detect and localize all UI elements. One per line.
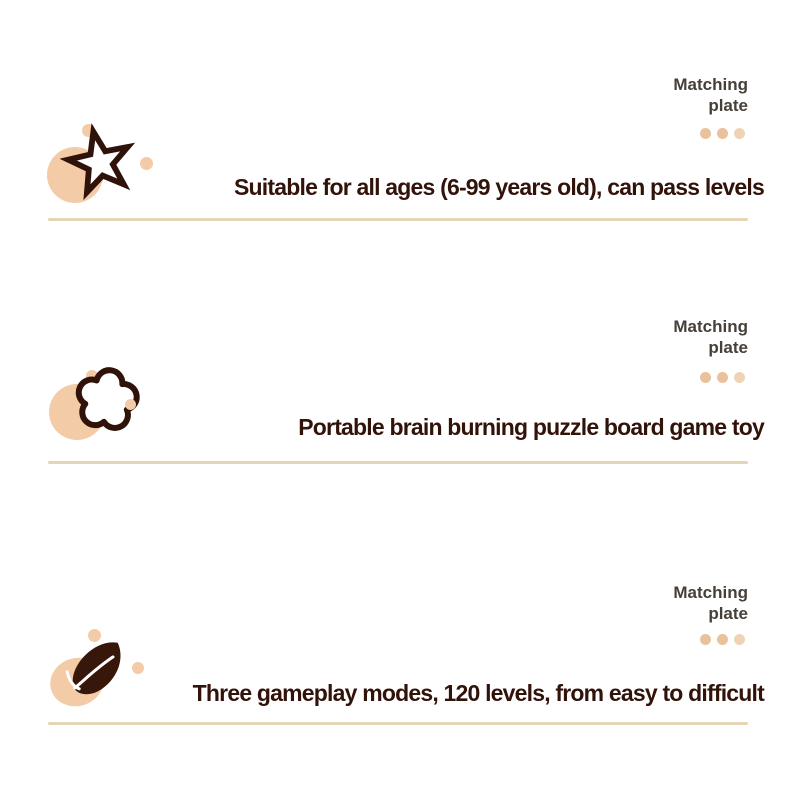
feature-section-portable: [0, 312, 800, 504]
peach-dot: [140, 157, 153, 170]
divider-line: [48, 461, 748, 464]
matching-plate-label: Matching plate: [673, 317, 748, 357]
divider-line: [48, 722, 748, 725]
dot: [734, 128, 745, 139]
matching-plate-label: Matching plate: [673, 583, 748, 623]
dot: [717, 128, 728, 139]
star-icon: [60, 123, 140, 203]
feature-section-ages: [0, 70, 800, 242]
dot: [700, 634, 711, 645]
feature-text: Three gameplay modes, 120 levels, from easy to difficult: [192, 680, 764, 706]
dots-decoration: [694, 128, 745, 139]
feature-section-modes: [0, 578, 800, 800]
dot: [734, 372, 745, 383]
dots-decoration: [694, 634, 745, 645]
dot: [717, 634, 728, 645]
matching-plate-label: Matching plate: [673, 75, 748, 115]
icon-cluster: [52, 360, 167, 455]
dot: [734, 634, 745, 645]
icon-cluster: [50, 118, 165, 213]
feature-text: Portable brain burning puzzle board game toy: [298, 414, 764, 440]
dot: [700, 372, 711, 383]
leaf-icon: [58, 628, 138, 708]
dot: [700, 128, 711, 139]
dots-decoration: [694, 372, 745, 383]
peach-dot: [125, 399, 136, 410]
divider-line: [48, 218, 748, 221]
peach-dot: [132, 662, 144, 674]
dot: [717, 372, 728, 383]
icon-cluster: [48, 622, 163, 717]
feature-text: Suitable for all ages (6-99 years old), can pass levels: [234, 174, 764, 200]
